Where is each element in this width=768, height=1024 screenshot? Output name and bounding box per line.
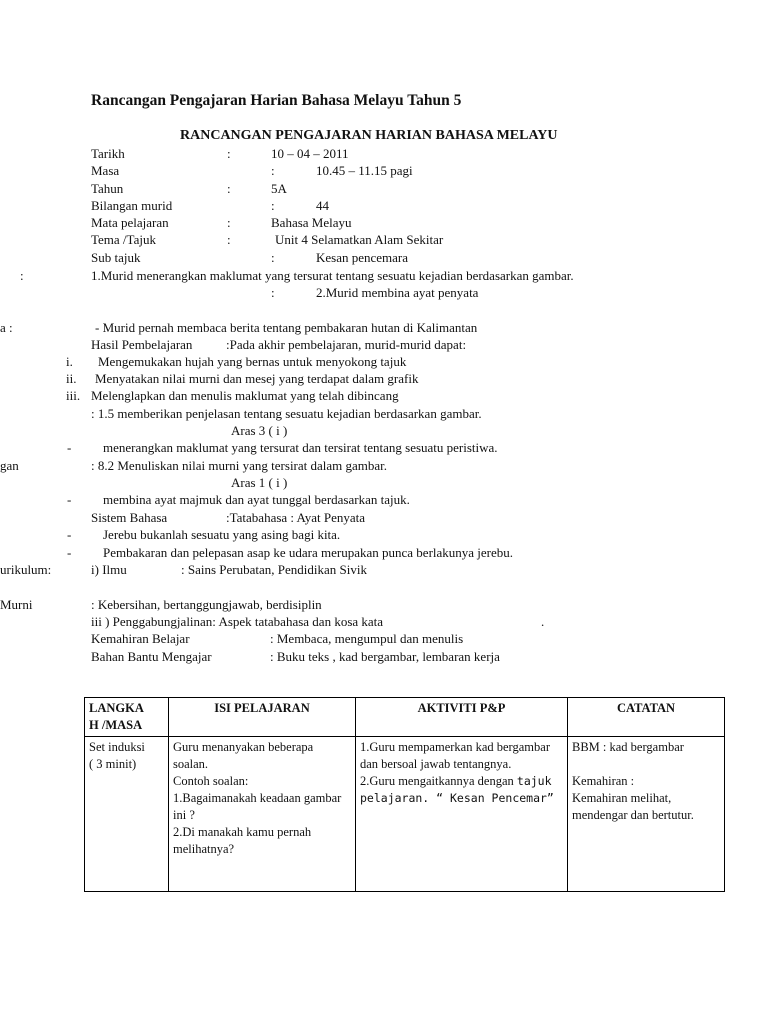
table-header-row <box>85 698 725 737</box>
table-row <box>85 737 725 892</box>
cell-content: Guru menanyakan beberapa soalan. Contoh soalan: 1.Bagaimanakah keadaan gambar ini ? 2.Di manakah kamu pernah melihatnya? <box>169 737 356 892</box>
focus-2-dash: - <box>67 492 72 507</box>
field-tema-value: Unit 4 Selamatkan Alam Sekitar <box>275 232 444 247</box>
skills-label: Kemahiran Belajar <box>91 631 190 646</box>
field-bilangan-value: 44 <box>316 198 329 213</box>
outcome-num: iii. <box>66 388 81 403</box>
crosscurr-value: : Sains Perubatan, Pendidikan Sivik <box>181 562 367 577</box>
field-subtajuk-value: Kesan pencemara <box>316 250 409 265</box>
field-tema-label: Tema /Tajuk <box>91 232 156 247</box>
field-tarikh-colon: : <box>227 146 231 161</box>
objective-line-1: 1.Murid menerangkan maklumat yang tersurat tentang sesuatu kejadian berdasarkan gambar. <box>91 268 574 283</box>
field-tahun-label: Tahun <box>91 181 124 196</box>
focus-1-dash: - <box>67 440 72 455</box>
materials-label: Bahan Bantu Mengajar <box>91 649 212 664</box>
field-tahun-value: 5A <box>271 181 287 196</box>
header-activity: AKTIVITI P&P <box>356 698 568 737</box>
objective-line-2: 2.Murid membina ayat penyata <box>316 285 479 300</box>
objective-line-2-colon: : <box>271 285 275 300</box>
field-tema-colon: : <box>227 232 231 247</box>
field-subtajuk-colon: : <box>271 250 275 265</box>
cell-activity-topic: tajuk pelajaran. “ Kesan Pencemar” <box>360 774 554 805</box>
document-subtitle: RANCANGAN PENGAJARAN HARIAN BAHASA MELAYU <box>180 128 558 143</box>
language-example: Jerebu bukanlah sesuatu yang asing bagi kita. <box>103 527 341 542</box>
field-subtajuk-label: Sub tajuk <box>91 250 141 265</box>
field-masa-value: 10.45 – 11.15 pagi <box>316 163 413 178</box>
integration-text: iii ) Penggabungjalinan: Aspek tatabahasa dan kosa kata <box>91 614 384 629</box>
skills-value: : Membaca, mengumpul dan menulis <box>270 631 464 646</box>
values-text: : Kebersihan, bertanggungjawab, berdisiplin <box>91 597 322 612</box>
header-notes: CATATAN <box>568 698 725 737</box>
cell-activity <box>356 737 568 892</box>
field-masa-label: Masa <box>91 163 120 178</box>
field-tarikh-label: Tarikh <box>91 146 125 161</box>
header-step: LANGKA H /MASA <box>85 698 169 737</box>
language-example: Pembakaran dan pelepasan asap ke udara merupakan punca berlakunya jerebu. <box>103 545 514 560</box>
field-tarikh-value: 10 – 04 – 2011 <box>271 146 349 161</box>
focus-1-detail: menerangkan maklumat yang tersurat dan tersirat tentang sesuatu peristiwa. <box>103 440 498 455</box>
language-value: :Tatabahasa : Ayat Penyata <box>226 510 366 525</box>
cell-activity-text: 1.Guru mempamerkan kad bergambar dan bersoal jawab tentangnya. 2.Guru mengaitkannya dengan <box>360 740 550 788</box>
focus-2-left-fragment: gan <box>0 458 19 473</box>
crosscurr-left-fragment: urikulum: <box>0 562 52 577</box>
outcome-text: Melenglapkan dan menulis maklumat yang telah dibincang <box>91 388 399 403</box>
objective-left-colon: : <box>20 268 24 283</box>
values-left-fragment: Murni <box>0 597 33 612</box>
focus-2-detail: membina ayat majmuk dan ayat tunggal berdasarkan tajuk. <box>103 492 410 507</box>
prior-knowledge-text: - Murid pernah membaca berita tentang pembakaran hutan di Kalimantan <box>95 320 478 335</box>
field-masa-colon: : <box>271 163 275 178</box>
outcome-text: Menyatakan nilai murni dan mesej yang terdapat dalam grafik <box>95 371 419 386</box>
field-bilangan-colon: : <box>271 198 275 213</box>
prior-left-fragment: a : <box>0 320 13 335</box>
materials-value: : Buku teks , kad bergambar, lembaran kerja <box>270 649 500 664</box>
language-dash: - <box>67 545 72 560</box>
cell-notes: BBM : kad bergambar Kemahiran : Kemahiran melihat, mendengar dan bertutur. <box>568 737 725 892</box>
outcome-num: i. <box>66 354 73 369</box>
field-mata-colon: : <box>227 215 231 230</box>
language-dash: - <box>67 527 72 542</box>
language-label: Sistem Bahasa <box>91 510 168 525</box>
field-bilangan-label: Bilangan murid <box>91 198 173 213</box>
field-mata-label: Mata pelajaran <box>91 215 169 230</box>
focus-2-text: : 8.2 Menuliskan nilai murni yang tersirat dalam gambar. <box>91 458 388 473</box>
focus-1-text: : 1.5 memberikan penjelasan tentang sesuatu kejadian berdasarkan gambar. <box>91 406 482 421</box>
focus-2-level: Aras 1 ( i ) <box>231 475 288 490</box>
integration-dot: . <box>541 614 545 629</box>
crosscurr-item: i) Ilmu <box>91 562 127 577</box>
lesson-table <box>84 697 725 892</box>
outcomes-label: Hasil Pembelajaran <box>91 337 193 352</box>
outcomes-intro: :Pada akhir pembelajaran, murid-murid dapat: <box>226 337 467 352</box>
focus-1-level: Aras 3 ( i ) <box>231 423 288 438</box>
header-content: ISI PELAJARAN <box>169 698 356 737</box>
cell-step: Set induksi ( 3 minit) <box>85 737 169 892</box>
document-title: Rancangan Pengajaran Harian Bahasa Melayu Tahun 5 <box>91 92 462 109</box>
outcome-text: Mengemukakan hujah yang bernas untuk menyokong tajuk <box>98 354 407 369</box>
field-tahun-colon: : <box>227 181 231 196</box>
outcome-num: ii. <box>66 371 77 386</box>
field-mata-value: Bahasa Melayu <box>271 215 352 230</box>
